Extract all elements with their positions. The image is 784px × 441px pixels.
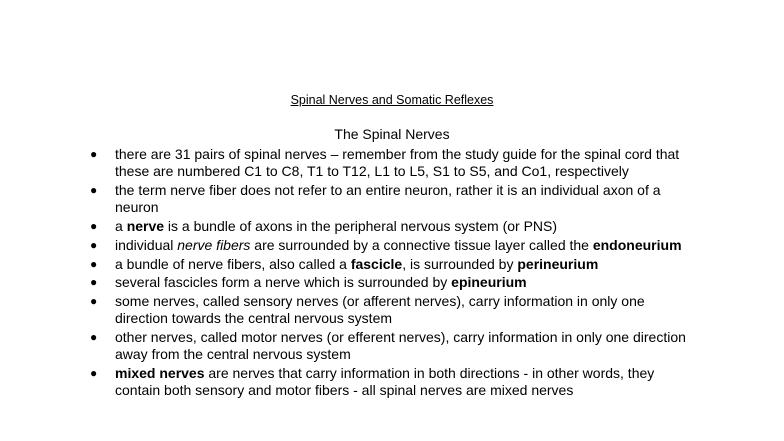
list-item-text [115,329,686,362]
text-run: , is surrounded by [402,255,518,272]
list-item-text [115,237,682,253]
list-item-text [115,256,598,272]
text-run: the term nerve fiber does not refer to an entire neuron, rather it is an individual axon of a neuron [115,182,661,216]
text-run: there are 31 pairs of spinal nerves – remember from the study guide for the spinal cord that these are numbered C1 to C8, T1 to T12, L1 to L5, S1 to S5, and Co1, respectively [115,146,680,180]
bullet-icon: ● [90,256,98,271]
section-heading: The Spinal Nerves [334,126,450,142]
list-item-text [115,365,654,398]
list-item [0,274,695,291]
list-item-text [115,182,661,215]
text-run: a [115,218,127,234]
text-run: some nerves, called sensory nerves (or afferent nerves), carry information in only one direction towards the central nervous system [115,293,645,327]
list-item [0,218,695,235]
list-item [0,329,695,363]
text-run: a bundle of nerve fibers, also called a [115,255,351,272]
bold-term: perineurium [517,255,599,272]
list-item-text [115,146,679,179]
document-title: Spinal Nerves and Somatic Reflexes [290,93,494,107]
italic-term: nerve fibers [177,236,251,253]
bullet-list [0,146,784,401]
list-item [0,146,695,180]
bold-term: endoneurium [592,236,682,253]
text-run: several fascicles form a nerve which is surrounded by [115,274,452,291]
list-item-text [115,293,645,326]
list-item [0,365,695,399]
list-item [0,237,695,254]
text-run: individual [115,236,178,253]
text-run: are surrounded by a connective tissue layer called the [250,236,593,253]
bullet-icon: ● [90,275,98,290]
bullet-icon: ● [90,294,98,309]
bold-term: nerve [126,218,165,234]
list-item [0,256,695,273]
bold-term: mixed nerves [115,365,205,382]
list-item [0,293,695,327]
list-item [0,182,695,216]
bold-term: fascicle [350,255,403,272]
bullet-icon: ● [90,366,98,381]
list-item-text [115,274,527,290]
text-run: is a bundle of axons in the peripheral nervous system (or PNS) [164,218,558,234]
text-run: other nerves, called motor nerves (or efferent nerves), carry information in only one direction away from the central nervous system [115,329,686,363]
list-item-text [115,218,557,234]
text-run: are nerves that carry information in both directions - in other words, they contain both sensory and motor fibers - all spinal nerves are mixed nerves [115,365,655,399]
bullet-icon: ● [90,330,98,345]
bullet-icon: ● [90,219,98,233]
bullet-icon: ● [90,237,98,252]
bullet-icon: ● [90,147,98,161]
bold-term: epineurium [451,274,527,291]
bullet-icon: ● [90,183,98,197]
